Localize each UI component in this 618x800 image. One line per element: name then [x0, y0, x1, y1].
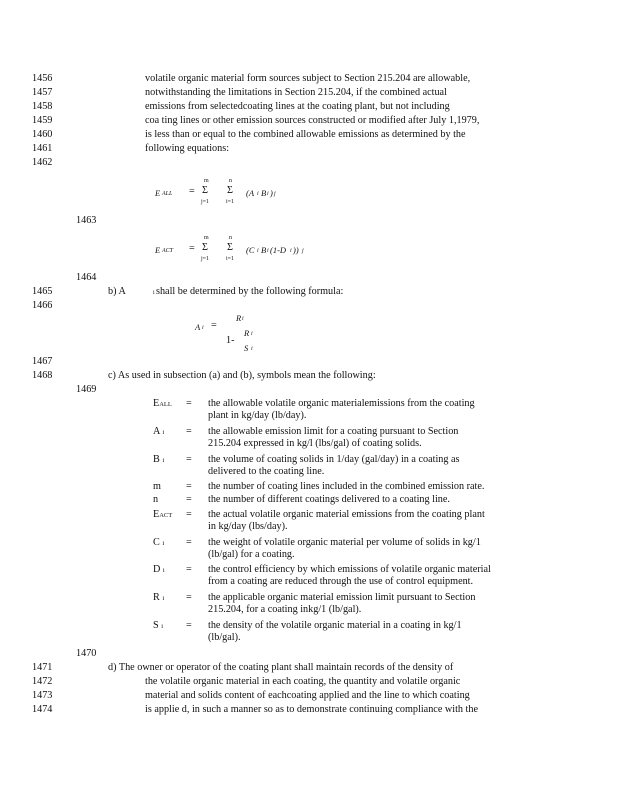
- definition-text: the number of different coatings delivered to a coating line.: [208, 494, 450, 505]
- line-number: 1472: [32, 676, 53, 687]
- definition-equals: =: [186, 454, 192, 465]
- line-number: 1456: [32, 73, 53, 84]
- eq-equals: =: [189, 186, 195, 197]
- definition-equals: =: [186, 537, 192, 548]
- line-number: 1473: [32, 690, 53, 701]
- definition-equals: =: [186, 592, 192, 603]
- eq-term-sub: i: [290, 248, 292, 254]
- eq-lhs: A: [195, 322, 201, 332]
- definition-symbol: D i: [153, 564, 165, 575]
- line-number: 1458: [32, 101, 53, 112]
- sigma-bottom: i=1: [226, 256, 235, 262]
- line-number: 1461: [32, 143, 53, 154]
- line-number: 1466: [32, 300, 53, 311]
- eq-denominator-bottom: S: [244, 343, 249, 353]
- paragraph-line: is less than or equal to the combined allowable emissions as determined by the: [145, 129, 466, 140]
- definition-text: the applicable organic material emission limit pursuant to Section: [208, 592, 476, 603]
- eq-term: B: [261, 245, 267, 255]
- line-number: 1468: [32, 370, 53, 381]
- sigma-top: n: [229, 178, 232, 184]
- eq-equals: =: [189, 243, 195, 254]
- definition-symbol: R i: [153, 592, 165, 603]
- definition-text: delivered to the coating line.: [208, 466, 325, 477]
- definition-text: the allowable emission limit for a coating pursuant to Section: [208, 426, 459, 437]
- paragraph-line: emissions from selectedcoating lines at the coating plant, but not including: [145, 101, 450, 112]
- section-b-label: b) A: [108, 286, 126, 297]
- eq-numerator: R: [236, 313, 242, 323]
- section-d-line: d) The owner or operator of the coating plant shall maintain records of the density of: [108, 662, 454, 673]
- definition-symbol: A i: [153, 426, 165, 437]
- definition-equals: =: [186, 564, 192, 575]
- eq-term-sub: i: [267, 191, 269, 197]
- sigma-top: n: [229, 235, 232, 241]
- sigma-bottom: j=1: [201, 199, 210, 205]
- eq-term-sub: i: [257, 191, 259, 197]
- eq-denominator-top-sub: i: [251, 331, 253, 337]
- section-d-line: material and solids content of eachcoating applied and the line to which coating: [145, 690, 470, 701]
- eq-term: B: [261, 188, 267, 198]
- eq-term: (1-D: [270, 245, 287, 255]
- line-number: 1460: [32, 129, 53, 140]
- definition-equals: =: [186, 509, 192, 520]
- line-number: 1457: [32, 87, 53, 98]
- definition-text: (lb/gal).: [208, 632, 241, 643]
- definition-equals: =: [186, 494, 192, 505]
- definition-symbol: C i: [153, 537, 165, 548]
- definition-symbol: n: [153, 494, 159, 505]
- definition-text: 215.204, for a coating inkg/1 (lb/gal).: [208, 604, 362, 615]
- definition-text: the density of the volatile organic material in a coating in kg/1: [208, 620, 462, 631]
- definition-symbol: EACT: [153, 509, 173, 520]
- sigma-top: m: [204, 178, 209, 184]
- line-number: 1470: [76, 648, 97, 659]
- line-number: 1459: [32, 115, 53, 126]
- eq-lhs-sub: ALL: [162, 191, 173, 197]
- paragraph-line: following equations:: [145, 143, 230, 154]
- section-d-line: is applie d, in such a manner so as to demonstrate continuing compliance with the: [145, 704, 478, 715]
- sigma-symbol: Σ: [227, 242, 233, 253]
- section-b-text: shall be determined by the following formula:: [156, 286, 344, 297]
- paragraph-line: coa ting lines or other emission sources constructed or modified after July 1,1979,: [145, 115, 480, 126]
- line-number: 1463: [76, 215, 97, 226]
- section-d-line: the volatile organic material in each coating, the quantity and volatile organic: [145, 676, 461, 687]
- eq-lhs: E: [155, 245, 161, 255]
- definition-text: (lb/gal) for a coating.: [208, 549, 295, 560]
- definition-text: from a coating are reduced through the use of control equipment.: [208, 576, 474, 587]
- definition-equals: =: [186, 426, 192, 437]
- definition-text: plant in kg/day (lb/day).: [208, 410, 307, 421]
- paragraph-line: notwithstanding the limitations in Section 215.204, if the combined actual: [145, 87, 447, 98]
- eq-term-sub: j: [274, 191, 276, 197]
- definition-text: the actual volatile organic material emissions from the coating plant: [208, 509, 485, 520]
- line-number: 1462: [32, 157, 53, 168]
- eq-denominator-lead: 1-: [226, 335, 235, 346]
- eq-term-sub: i: [267, 248, 269, 254]
- definition-symbol: S i: [153, 620, 164, 631]
- sigma-symbol: Σ: [202, 185, 208, 196]
- definition-text: the control efficiency by which emissions of volatile organic material: [208, 564, 491, 575]
- line-number: 1467: [32, 356, 53, 367]
- eq-term: (C: [246, 245, 255, 255]
- eq-lhs-sub: ACT: [162, 248, 174, 254]
- line-number: 1471: [32, 662, 53, 673]
- sigma-top: m: [204, 235, 209, 241]
- line-number: 1474: [32, 704, 53, 715]
- eq-term: ): [270, 188, 273, 198]
- line-number: 1464: [76, 272, 97, 283]
- paragraph-line: volatile organic material form sources subject to Section 215.204 are allowable,: [145, 73, 471, 84]
- definition-equals: =: [186, 398, 192, 409]
- sigma-symbol: Σ: [202, 242, 208, 253]
- eq-term: (A: [246, 188, 255, 198]
- sigma-bottom: i=1: [226, 199, 235, 205]
- definition-text: the weight of volatile organic material per volume of solids in kg/1: [208, 537, 481, 548]
- section-b-subscript: i: [153, 290, 155, 296]
- eq-denominator-bottom-sub: i: [251, 346, 253, 352]
- eq-term: )): [293, 245, 299, 255]
- definition-text: the number of coating lines included in the combined emission rate.: [208, 481, 485, 492]
- eq-denominator-top: R: [244, 328, 250, 338]
- eq-lhs: E: [155, 188, 161, 198]
- eq-term-sub: i: [257, 248, 259, 254]
- definition-equals: =: [186, 620, 192, 631]
- sigma-bottom: j=1: [201, 256, 210, 262]
- definition-symbol: EALL: [153, 398, 172, 409]
- definition-symbol: B i: [153, 454, 165, 465]
- sigma-symbol: Σ: [227, 185, 233, 196]
- definition-equals: =: [186, 481, 192, 492]
- eq-equals: =: [211, 320, 217, 331]
- definition-text: 215.204 expressed in kg/l (lbs/gal) of coating solids.: [208, 438, 422, 449]
- section-c-text: c) As used in subsection (a) and (b), symbols mean the following:: [108, 370, 376, 381]
- definition-symbol: m: [153, 481, 161, 492]
- definition-text: the volume of coating solids in 1/day (gal/day) in a coating as: [208, 454, 460, 465]
- line-number: 1465: [32, 286, 53, 297]
- definition-text: in kg/day (lbs/day).: [208, 521, 288, 532]
- eq-numerator-sub: i: [242, 316, 244, 322]
- eq-term-sub: j: [302, 248, 304, 254]
- line-number: 1469: [76, 384, 97, 395]
- eq-lhs-sub: i: [202, 325, 204, 331]
- definition-text: the allowable volatile organic materialemissions from the coating: [208, 398, 475, 409]
